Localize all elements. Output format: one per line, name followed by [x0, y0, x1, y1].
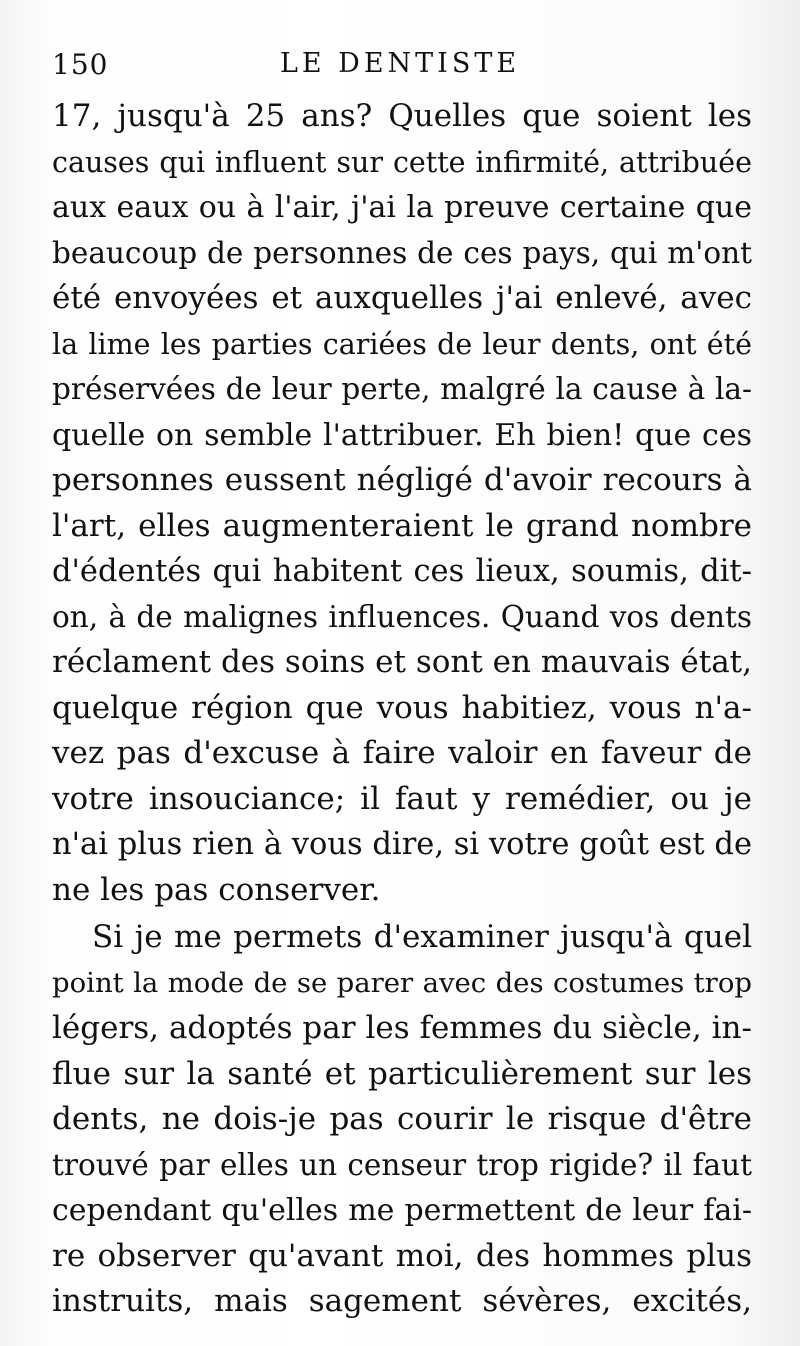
text-line: beaucoup de personnes de ces pays, qui m'ont [52, 235, 752, 270]
paragraph-1 [52, 94, 752, 913]
body-text [52, 94, 752, 1325]
text-line: re observer qu'avant moi, des hommes plus [52, 1237, 752, 1274]
text-line: cependant qu'elles me permettent de leur fai- [52, 1193, 752, 1228]
text-line: été envoyées et auxquelles j'ai enlevé, avec [52, 280, 752, 316]
text-line: préservées de leur perte, malgré la cause à la- [52, 372, 752, 406]
text-line: aux eaux ou à l'air, j'ai la preuve certaine que [52, 190, 752, 225]
text-line: vez pas d'excuse à faire valoir en faveur de [52, 735, 752, 771]
text-line: quelle on semble l'attribuer. Eh bien! que ces [52, 417, 752, 453]
text-line: trouvé par elles un censeur trop rigide? il faut [52, 1147, 752, 1182]
paragraph-2 [52, 915, 752, 1325]
text-line: dents, ne dois-je pas courir le risque d'être [52, 1101, 752, 1137]
text-line: instruits, mais sagement sévères, excités, [52, 1283, 752, 1319]
running-head: LE DENTISTE [279, 48, 521, 79]
text-line: votre insouciance; il faut y remédier, ou je [52, 780, 752, 817]
text-line: point la mode de se parer avec des costumes trop [52, 966, 752, 999]
text-line: Si je me permets d'examiner jusqu'à quel [92, 919, 752, 955]
text-line: ne les pas conserver. [52, 871, 381, 908]
text-line: quelque région que vous habitiez, vous n'a- [52, 689, 752, 726]
text-line: d'édentés qui habitent ces lieux, soumis, dit- [52, 554, 752, 589]
text-line: on, à de malignes influences. Quand vos dents [52, 599, 752, 634]
text-line: l'art, elles augmenteraient le grand nombre [52, 507, 752, 544]
page-header [52, 46, 748, 86]
page-number: 150 [52, 48, 109, 81]
text-line: la lime les parties cariées de leur dents, ont été [52, 327, 752, 361]
text-line: réclament des soins et sont en mauvais état, [52, 644, 752, 680]
text-line: personnes eussent négligé d'avoir recours à [52, 462, 752, 498]
text-line: n'ai plus rien à vous dire, si votre goût est de [52, 827, 752, 862]
text-line: 17, jusqu'à 25 ans? Quelles que soient les [52, 98, 752, 134]
text-line: légers, adoptés par les femmes du siècle, in- [52, 1010, 752, 1046]
text-line: flue sur la santé et particulièrement sur les [52, 1055, 752, 1092]
text-line: causes qui influent sur cette infirmité, attribuée [52, 145, 752, 179]
